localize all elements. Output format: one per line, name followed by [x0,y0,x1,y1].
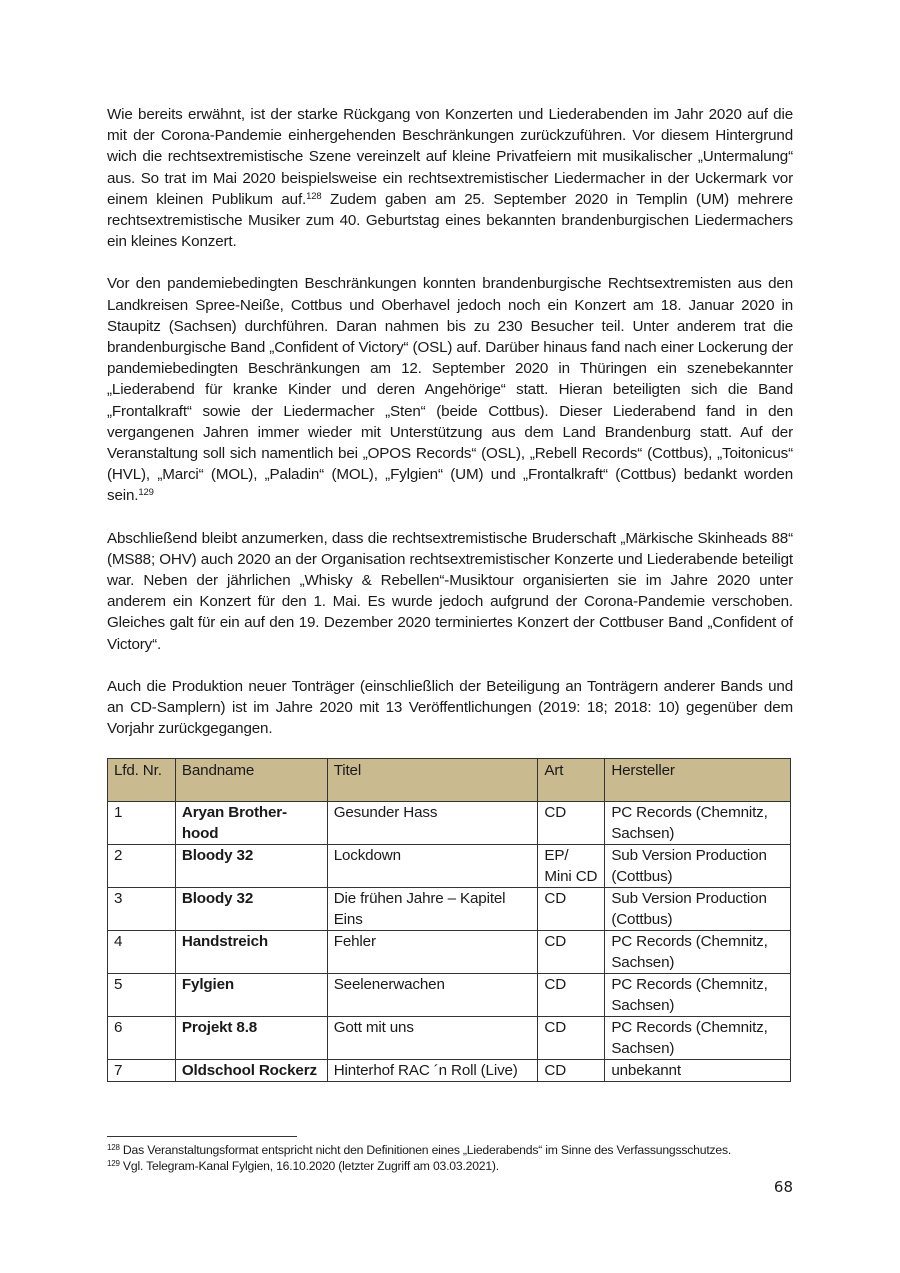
cell-nr: 2 [108,845,176,888]
table-row [108,1017,791,1060]
table-row [108,1060,791,1082]
cell-band: Aryan Brother-hood [175,802,327,845]
cell-band: Oldschool Rockerz [175,1060,327,1082]
cell-titel: Seelenerwachen [327,974,538,1017]
paragraph-text: Abschließend bleibt anzumerken, dass die rechtsextremistische Bruderschaft „Märkische Skinheads 88“ (MS88; OHV) auch 2020 an der Organisation rechtsextremistischer Konzerte und Liederabende beteiligt war. Neben der jährlichen „Whisky & Rebellen“-Musiktour organisierten sie im Jahre 2020 unter anderem ein Konzert für den 1. Mai. Es wurde jedoch aufgrund der Corona-Pandemie verschoben. Gleiches galt für ein auf den 19. Dezember 2020 terminiertes Konzert der Cottbuser Band „Confident of Victory“. [107,529,793,653]
footnote-129 [107,1159,797,1175]
cell-nr: 4 [108,931,176,974]
cell-titel: Lockdown [327,845,538,888]
releases-table [107,758,791,1082]
cell-band: Bloody 32 [175,888,327,931]
header-art: Art [538,759,605,802]
cell-hersteller: PC Records (Chemnitz, Sachsen) [605,1017,791,1060]
cell-art: CD [538,974,605,1017]
cell-band: Fylgien [175,974,327,1017]
cell-hersteller: unbekannt [605,1060,791,1082]
cell-band: Projekt 8.8 [175,1017,327,1060]
cell-titel: Gott mit uns [327,1017,538,1060]
cell-nr: 1 [108,802,176,845]
page-content [107,104,793,1082]
footnote-number: 128 [107,1143,120,1152]
footnote-128 [107,1143,797,1159]
paragraph-4 [107,676,793,740]
cell-band: Bloody 32 [175,845,327,888]
footnote-ref-129[interactable]: 129 [138,487,154,499]
footnotes [107,1143,797,1174]
footnote-number: 129 [107,1158,120,1168]
footnote-ref-128[interactable]: 128 [306,190,322,202]
cell-hersteller: Sub Version Production (Cottbus) [605,845,791,888]
cell-art: CD [538,888,605,931]
table-row [108,888,791,931]
table-header-row [108,759,791,802]
header-hersteller: Hersteller [605,759,791,802]
paragraph-text: Auch die Produktion neuer Tonträger (einschließlich der Beteiligung an Tonträgern anderer Bands und an CD-Samplern) ist im Jahre 2020 mit 13 Veröffentlichungen (2019: 18; 2018: 10) gegenüber dem Vorjahr zurückgegangen. [107,677,793,738]
table-row [108,931,791,974]
cell-art: CD [538,931,605,974]
table-row [108,802,791,845]
cell-hersteller: Sub Version Production (Cottbus) [605,888,791,931]
cell-band: Handstreich [175,931,327,974]
cell-titel: Gesunder Hass [327,802,538,845]
paragraph-text: Wie bereits erwähnt, ist der starke Rückgang von Konzerten und Liederabenden im Jahr 2020 auf die mit der Corona-Pandemie einhergehenden Beschränkungen zurückzuführen. Vor diesem Hintergrund wich die rechtsextremistische Szene vereinzelt auf kleine Privatfeiern mit musikalischer „Untermalung“ aus. So trat im Mai 2020 beispielsweise ein rechtsextremistischer Liedermacher in der Uckermark vor einem kleinen Publikum auf. [107,106,793,208]
cell-nr: 6 [108,1017,176,1060]
footnote-text: Das Veranstaltungsformat entspricht nicht den Definitionen eines „Liederabends“ im Sinne des Verfassungsschutzes. [119,1143,732,1157]
cell-titel: Hinterhof RAC ´n Roll (Live) [327,1060,538,1082]
cell-hersteller: PC Records (Chemnitz, Sachsen) [605,974,791,1017]
header-titel: Titel [327,759,538,802]
cell-hersteller: PC Records (Chemnitz, Sachsen) [605,931,791,974]
cell-art: EP/ Mini CD [538,845,605,888]
cell-art: CD [538,1060,605,1082]
paragraph-2 [107,273,793,506]
cell-art: CD [538,1017,605,1060]
cell-nr: 7 [108,1060,176,1082]
page-number: 68 [773,1178,793,1196]
footnote-text: Vgl. Telegram-Kanal Fylgien, 16.10.2020 (letzter Zugriff am 03.03.2021). [119,1158,499,1173]
paragraph-text: Vor den pandemiebedingten Beschränkungen konnten brandenburgische Rechtsextremisten aus den Landkreisen Spree-Neiße, Cottbus und Oberhavel jedoch noch ein Konzert am 18. Januar 2020 in Staupitz (Sachsen) durchführen. Daran nahmen bis zu 230 Besucher teil. Unter anderem trat die brandenburgische Band „Confident of Victory“ (OSL) auf. Darüber hinaus fand nach einer Lockerung der pandemiebedingten Beschränkungen am 12. September 2020 in Thüringen ein szenebekannter „Liederabend für kranke Kinder und deren Angehörige“ statt. Hieran beteiligten sich die Band „Frontalkraft“ sowie der Liedermacher „Sten“ (beide Cottbus). Dieser Liederabend fand in den vergangenen Jahren immer wieder mit Unterstützung aus dem Land Brandenburg statt. Auf der Veranstaltung soll sich namentlich bei „OPOS Records“ (OSL), „Rebell Records“ (Cottbus), „Toitonicus“ (HVL), „Marci“ (MOL), „Paladin“ (MOL), „Fylgien“ (UM) und „Frontalkraft“ (Cottbus) bedankt worden sein. [107,275,793,505]
cell-hersteller: PC Records (Chemnitz, Sachsen) [605,802,791,845]
paragraph-3 [107,528,793,655]
header-bandname: Bandname [175,759,327,802]
cell-art: CD [538,802,605,845]
footnote-divider [107,1136,297,1137]
header-lfd-nr: Lfd. Nr. [108,759,176,802]
paragraph-1 [107,104,793,252]
table-row [108,845,791,888]
cell-nr: 5 [108,974,176,1017]
cell-titel: Fehler [327,931,538,974]
cell-titel: Die frühen Jahre – Kapitel Eins [327,888,538,931]
cell-nr: 3 [108,888,176,931]
paragraph-text: Zudem gaben am 25. September 2020 in Templin (UM) mehrere rechtsextremistische Musiker zum 40. Geburtstag eines bekannten brandenburgischen Liedermachers ein kleines Konzert. [107,190,793,251]
table-row [108,974,791,1017]
